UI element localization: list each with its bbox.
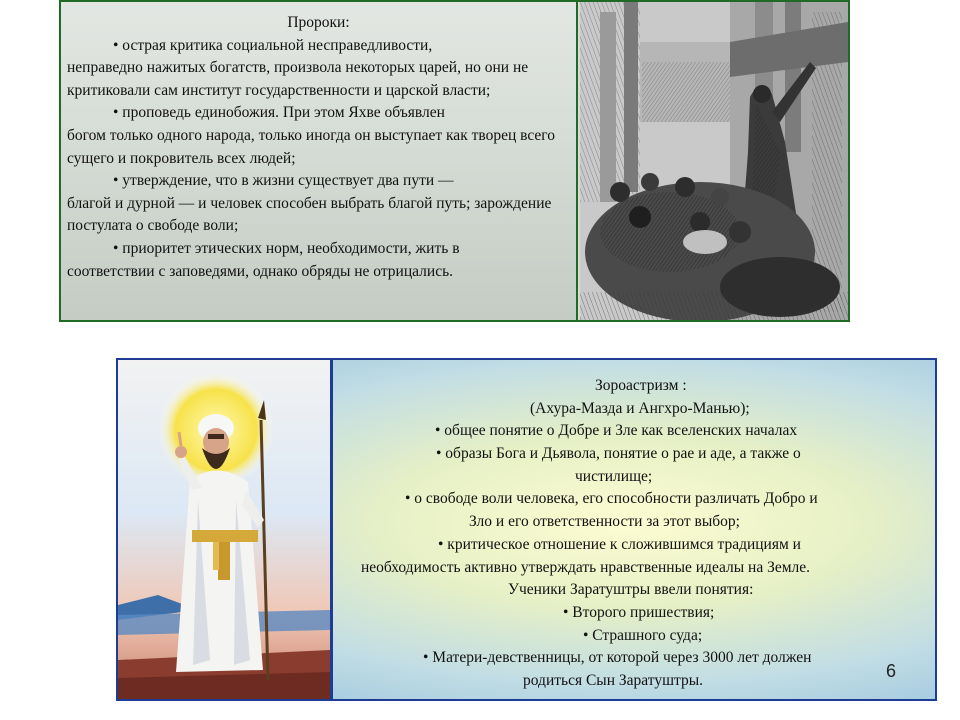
prophet-engraving-image <box>580 2 848 320</box>
zoroastrianism-bullet-3-cont: Зло и его ответственности за этот выбор; <box>469 513 740 530</box>
zoroastrianism-concept-3: • Матери-девственницы, от которой через 3000 лет должен <box>423 649 812 666</box>
prophets-bullet-1-rest: неправедно нажитых богатств, произвола некоторых царей, но они не критиковали сам институт государственности и царской власти; <box>67 59 529 99</box>
prophets-text <box>61 2 578 320</box>
zoroastrianism-bullet-2: • образы Бога и Дьявола, понятие о рае и аде, а также о <box>436 445 801 462</box>
zoroastrianism-title: Зороастризм : <box>595 377 687 394</box>
zoroastrianism-text <box>333 360 935 699</box>
zoroastrianism-deities: (Ахура-Мазда и Ангхро-Манью); <box>530 400 750 417</box>
zoroastrianism-disciples-intro: Ученики Заратуштры ввели понятия: <box>508 581 754 598</box>
prophets-panel <box>59 0 850 322</box>
prophets-bullet-4-lead: • приоритет этических норм, необходимости, жить в <box>113 239 460 257</box>
zoroastrianism-concept-1: • Второго пришествия; <box>563 604 715 621</box>
prophets-bullet-4-rest: соответствии с заповедями, однако обряды не отрицались. <box>67 262 454 280</box>
prophets-bullet-2-lead: • проповедь единобожия. При этом Яхве объявлен <box>113 104 445 122</box>
prophets-bullet-3-lead: • утверждение, что в жизни существует два пути — <box>113 172 454 190</box>
zoroastrianism-concept-3-cont: родиться Сын Заратуштры. <box>523 672 704 689</box>
zoroastrianism-bullet-4: • критическое отношение к сложившимся традициям и <box>438 536 801 553</box>
zoroastrianism-bullet-2-cont: чистилище; <box>575 468 653 485</box>
zoroaster-portrait-image <box>118 360 333 699</box>
zoroastrianism-panel <box>116 358 937 701</box>
zoroastrianism-bullet-4-cont: необходимость активно утверждать нравственные идеалы на Земле. <box>361 559 811 576</box>
prophets-bullet-3-rest: благой и дурной — и человек способен выбрать благой путь; зарождение постулата о свободе воли; <box>67 194 552 235</box>
zoroastrianism-concept-2: • Страшного суда; <box>583 627 703 644</box>
zoroastrianism-bullet-1: • общее понятие о Добре и Зле как вселенских началах <box>435 422 798 439</box>
prophets-bullet-1-lead: • острая критика социальной несправедливости, <box>113 36 433 54</box>
prophets-title: Пророки: <box>287 14 350 31</box>
zoroastrianism-bullet-3: • о свободе воли человека, его способности различать Добро и <box>405 490 818 507</box>
slide-number: 6 <box>886 661 897 681</box>
prophets-bullet-2-rest: богом только одного народа, только иногда он выступает как творец всего сущего и покровитель всех людей; <box>67 126 556 167</box>
